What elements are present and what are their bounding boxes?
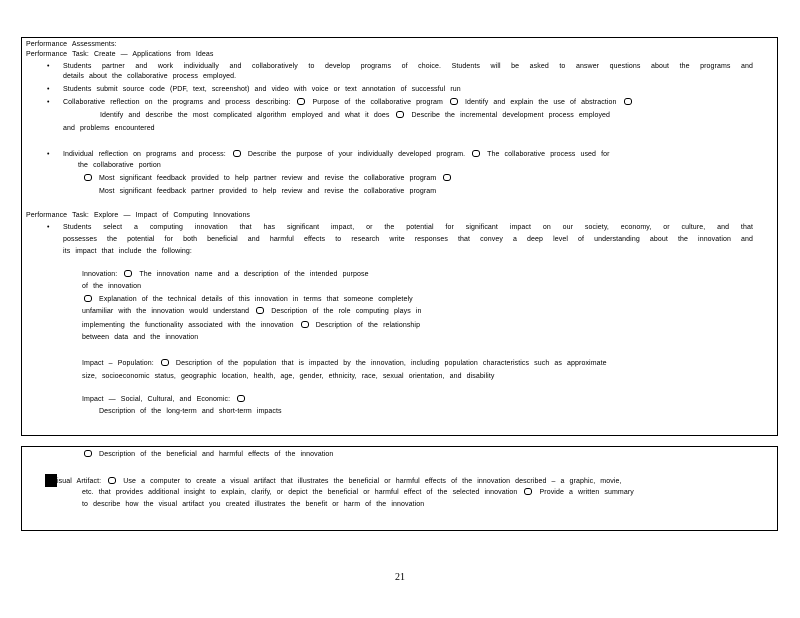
- bullet-3-line-2: [100, 111, 610, 120]
- explore-bullet-line-2: possesses the potential for both beneficial and harmful effects to research write responses that convey a deep level of understanding about the innovation and: [63, 236, 753, 243]
- bullet-1-line-2: details about the collaborative process employed.: [63, 73, 237, 80]
- algorithm-text: Identify and describe the most complicated algorithm employed and what it does: [100, 112, 390, 119]
- population-label: Impact – Population:: [82, 360, 154, 367]
- innovation-line-6: between data and the innovation: [82, 334, 199, 341]
- social-label: Impact — Social, Cultural, and Economic:: [82, 396, 231, 403]
- visual-line-2-text: etc. that provides additional insight to explain, clarify, or depict the beneficial or harmful effect of the selected innovation: [82, 489, 518, 496]
- population-item: Description of the population that is impacted by the innovation, including population characteristics such as approximate: [175, 360, 607, 367]
- bullet-1-line-1: Students partner and work individually and collaboratively to develop programs of choice. Students will be asked to answer questions about the programs and: [63, 63, 753, 70]
- visual-label: isual Artifact:: [57, 478, 102, 485]
- circle-bullet-icon: [256, 307, 264, 314]
- bullet-4-line-1: [63, 150, 610, 159]
- task-create-line: Performance Task: Create — Applications from Ideas: [26, 51, 214, 58]
- circle-bullet-icon: [84, 450, 92, 457]
- innovation-line-4: [82, 307, 422, 316]
- population-line-2: size, socioeconomic status, geographic location, health, age, gender, ethnicity, race, sexual orientation, and disability: [82, 373, 495, 380]
- social-line-1: [82, 395, 247, 404]
- social-line-2: Description of the long-term and short-term impacts: [99, 408, 282, 415]
- visual-line-1: [45, 474, 622, 487]
- circle-bullet-icon: [301, 321, 309, 328]
- visual-line-2: [82, 488, 634, 497]
- purpose-individual-text: Describe the purpose of your individually developed program.: [247, 151, 466, 158]
- circle-bullet-icon: [524, 488, 532, 495]
- heading: Performance Assessments:: [26, 41, 117, 48]
- innovation-line-3: [82, 295, 413, 304]
- explore-bullet-line-1: Students select a computing innovation that has significant impact, or the potential for significant impact on our society, economy, or culture, and that: [63, 224, 753, 231]
- incremental-text: Describe the incremental development process employed: [411, 112, 611, 119]
- beneficial-harmful-text: Description of the beneficial and harmful effects of the innovation: [99, 451, 334, 458]
- population-line-1: [82, 359, 607, 368]
- bullet-dot: •: [47, 224, 50, 231]
- circle-bullet-icon: [396, 111, 404, 118]
- circle-bullet-icon: [624, 98, 632, 105]
- sub-bullet-2: Most significant feedback partner provided to help review and revise the collaborative program: [99, 188, 437, 195]
- circle-bullet-icon: [233, 150, 241, 157]
- innovation-item-2b: unfamiliar with the innovation would understand: [82, 308, 250, 315]
- abstraction-text: Identify and explain the use of abstraction: [464, 99, 617, 106]
- circle-bullet-icon: [297, 98, 305, 105]
- explore-bullet-line-3: its impact that include the following:: [63, 248, 192, 255]
- task-explore-line: Performance Task: Explore — Impact of Computing Innovations: [26, 212, 251, 219]
- visual-item-1: Use a computer to create a visual artifact that illustrates the beneficial or harmful effects of the innovation described – a graphic, movie,: [123, 478, 622, 485]
- bullet-dot: •: [47, 151, 50, 158]
- visual-item-2: Provide a written summary: [539, 489, 634, 496]
- bullet-2: Students submit source code (PDF, text, screenshot) and video with voice or text annotation of successful run: [63, 86, 461, 93]
- circle-bullet-icon: [124, 270, 132, 277]
- circle-bullet-icon: [237, 395, 245, 402]
- purpose-text: Purpose of the collaborative program: [312, 99, 443, 106]
- innovation-line-5: [82, 321, 420, 330]
- bullet-3-line-1: [63, 98, 634, 107]
- innovation-line-1: [82, 270, 369, 279]
- circle-bullet-icon: [84, 295, 92, 302]
- circle-bullet-icon: [472, 150, 480, 157]
- innovation-item-3: Description of the role computing plays in: [271, 308, 422, 315]
- bullet-dot: •: [47, 86, 50, 93]
- circle-bullet-icon: [443, 174, 451, 181]
- innovation-item-3b: implementing the functionality associated with the innovation: [82, 322, 294, 329]
- collab-process-text: The collaborative process used for: [487, 151, 610, 158]
- bullet-4-line-2: the collaborative portion: [78, 162, 161, 169]
- beneficial-harmful-line: [82, 450, 333, 459]
- innovation-item-2: Explanation of the technical details of this innovation in terms that someone completely: [99, 296, 413, 303]
- page-number: 21: [395, 572, 405, 583]
- reflection-text: Collaborative reflection on the programs and process describing:: [63, 99, 291, 106]
- redaction-block: [45, 474, 57, 487]
- innovation-item-1: The innovation name and a description of the intended purpose: [139, 271, 369, 278]
- innovation-item-4: Description of the relationship: [315, 322, 421, 329]
- circle-bullet-icon: [161, 359, 169, 366]
- bullet-dot: •: [47, 99, 50, 106]
- bullet-3-line-3: and problems encountered: [63, 125, 155, 132]
- circle-bullet-icon: [84, 174, 92, 181]
- sub-bullet-text: Most significant feedback provided to help partner review and revise the collaborative program: [99, 175, 437, 182]
- circle-bullet-icon: [108, 477, 116, 484]
- bullet-dot: •: [47, 63, 50, 70]
- circle-bullet-icon: [450, 98, 458, 105]
- sub-bullet-1: [82, 174, 453, 183]
- visual-line-3: to describe how the visual artifact you created illustrates the benefit or harm of the innovation: [82, 501, 425, 508]
- individual-reflection-text: Individual reflection on programs and process:: [63, 151, 226, 158]
- innovation-line-2: of the innovation: [82, 283, 142, 290]
- innovation-label: Innovation:: [82, 271, 118, 278]
